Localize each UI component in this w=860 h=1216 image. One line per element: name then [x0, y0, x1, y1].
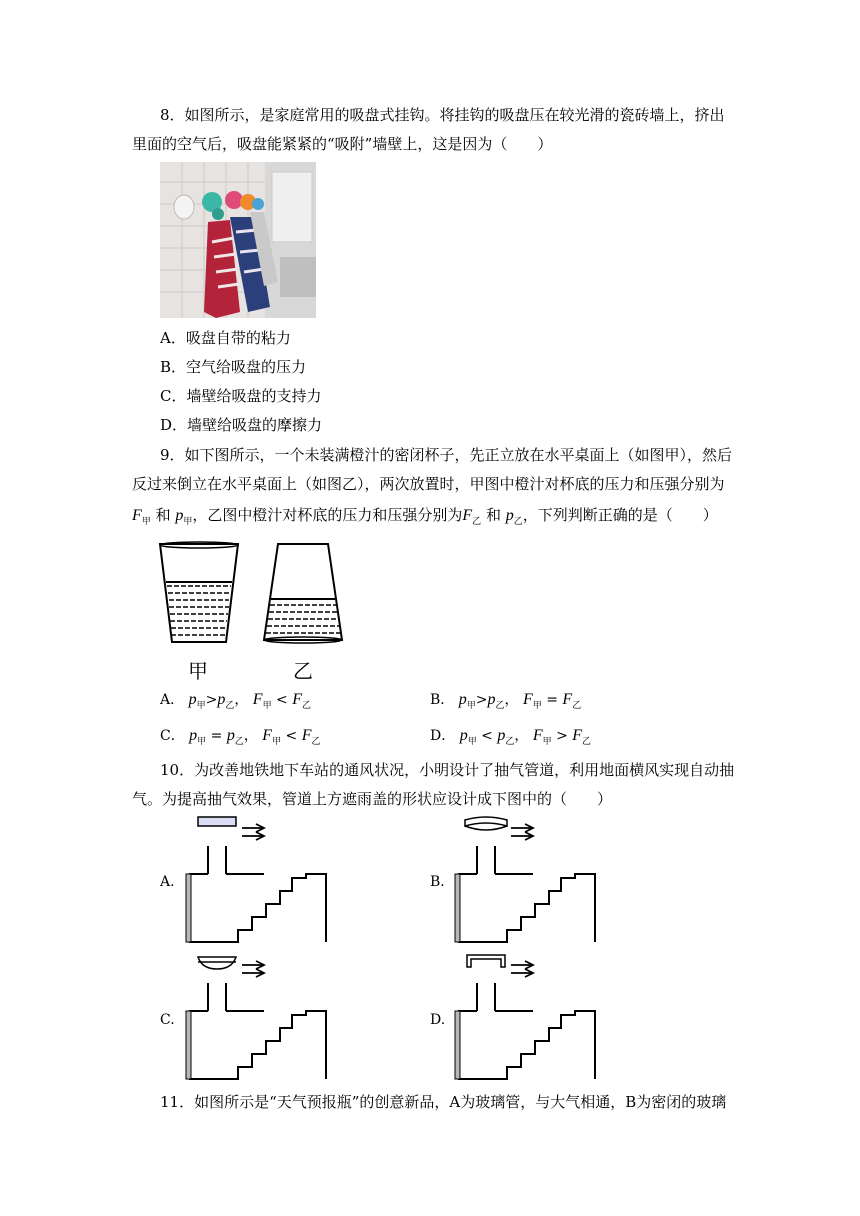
q9-option-a: A． $p_甲>p_乙$， $F_甲 < F_乙$: [160, 691, 312, 711]
cup-jia-diagram: [158, 540, 240, 646]
q8-option-b: B．空气给吸盘的压力: [160, 358, 307, 376]
cup-yi-diagram: [262, 540, 344, 646]
cup-yi-label: 乙: [293, 659, 313, 683]
q9-option-c: C． $p_甲 = p_乙$， $F_甲 < F_乙$: [160, 727, 321, 747]
q9-text-line3: $F_甲$ 和 $p_甲$，乙图中橙汁对杯底的压力和压强分别为$F_乙$ 和 $p_乙$，下列判断正确的是（ ）: [132, 506, 718, 527]
q10-text-line1: 10．为改善地铁地下车站的通风状况，小明设计了抽气管道，利用地面横风实现自动抽: [160, 761, 735, 779]
q10-diagram-a: [186, 816, 336, 946]
q10-option-d-label: D.: [430, 1012, 446, 1028]
q9-text-line2: 反过来倒立在水平桌面上（如图乙），两次放置时，甲图中橙汁对杯底的压力和压强分别为: [132, 475, 725, 493]
q10-diagram-b: [455, 816, 605, 946]
suction-hook-photo: [160, 162, 316, 318]
q8-option-d: D．墙壁给吸盘的摩擦力: [160, 416, 323, 434]
q10-option-c-label: C.: [160, 1012, 175, 1028]
q8-option-a: A．吸盘自带的粘力: [160, 329, 291, 347]
q9-option-b: B． $p_甲>p_乙$， $F_甲 = F_乙$: [430, 691, 582, 711]
q11-text-line1: 11．如图所示是“天气预报瓶”的创意新品，A为玻璃管，与大气相通，B为密闭的玻璃: [160, 1093, 727, 1111]
q10-text-line2: 气。为提高抽气效果，管道上方遮雨盖的形状应设计成下图中的（ ）: [132, 790, 613, 808]
cup-jia-label: 甲: [188, 659, 208, 683]
q10-diagram-c: [186, 953, 336, 1083]
q8-option-c: C．墙壁给吸盘的支持力: [160, 387, 322, 405]
q8-text-line1: 8．如图所示，是家庭常用的吸盘式挂钩。将挂钩的吸盘压在较光滑的瓷砖墙上，挤出: [160, 106, 725, 124]
q10-option-b-label: B.: [430, 874, 445, 890]
q8-text-line2: 里面的空气后，吸盘能紧紧的“吸附”墙壁上，这是因为（ ）: [132, 135, 553, 153]
q10-option-a-label: A.: [160, 874, 175, 890]
q9-option-d: D． $p_甲 < p_乙$， $F_甲 > F_乙$: [430, 727, 592, 747]
q9-text-line1: 9．如下图所示，一个未装满橙汁的密闭杯子，先正立放在水平桌面上（如图甲），然后: [160, 446, 733, 464]
q10-diagram-d: [455, 953, 605, 1083]
